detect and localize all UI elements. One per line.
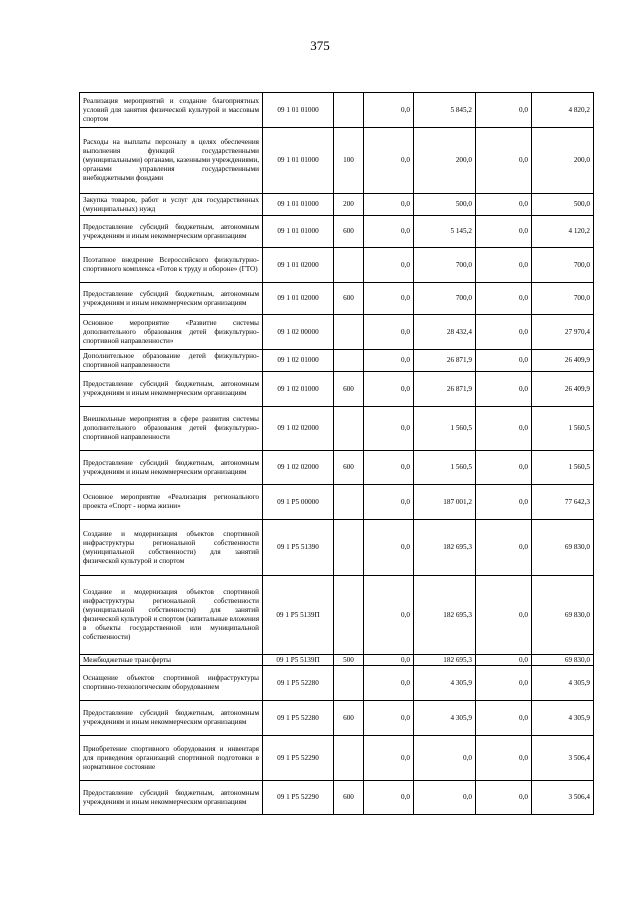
row-expense-type — [334, 576, 364, 655]
row-value-3: 0,0 — [476, 407, 532, 451]
row-code: 09 1 P5 5139П — [263, 576, 334, 655]
table-row — [80, 350, 594, 372]
row-value-2: 1 560,5 — [414, 407, 476, 451]
row-value-4: 1 560,5 — [532, 451, 594, 485]
row-code: 09 1 P5 52290 — [263, 736, 334, 781]
row-value-1: 0,0 — [364, 655, 414, 666]
row-code: 09 1 02 01000 — [263, 372, 334, 407]
row-value-2: 4 305,9 — [414, 666, 476, 701]
row-value-1: 0,0 — [364, 93, 414, 128]
table-row — [80, 520, 594, 576]
row-name: Предоставление субсидий бюджетным, автономным учреждениям и иным некоммерческим организациям — [80, 216, 263, 248]
row-value-3: 0,0 — [476, 736, 532, 781]
row-name: Создание и модернизация объектов спортивной инфраструктуры региональной собственности (муниципальной собственности) для занятий физической культурой и спортом — [80, 520, 263, 576]
row-value-4: 700,0 — [532, 248, 594, 283]
row-name: Внешкольные мероприятия в сфере развития системы дополнительного образования детей физкультурно-спортивной направленности — [80, 407, 263, 451]
row-expense-type — [334, 485, 364, 520]
row-value-2: 1 560,5 — [414, 451, 476, 485]
row-code: 09 1 01 01000 — [263, 128, 334, 194]
row-value-4: 26 409,9 — [532, 350, 594, 372]
row-name: Основное мероприятие «Развитие системы дополнительного образования детей физкультурно-спортивной направленности» — [80, 315, 263, 350]
row-expense-type — [334, 407, 364, 451]
row-value-1: 0,0 — [364, 372, 414, 407]
row-value-1: 0,0 — [364, 736, 414, 781]
row-value-1: 0,0 — [364, 283, 414, 315]
row-value-1: 0,0 — [364, 216, 414, 248]
row-value-1: 0,0 — [364, 194, 414, 216]
row-value-2: 500,0 — [414, 194, 476, 216]
row-code: 09 1 P5 52290 — [263, 781, 334, 815]
row-value-1: 0,0 — [364, 666, 414, 701]
row-name: Предоставление субсидий бюджетным, автономным учреждениям и иным некоммерческим организациям — [80, 451, 263, 485]
row-value-4: 700,0 — [532, 283, 594, 315]
table-row — [80, 372, 594, 407]
row-value-4: 500,0 — [532, 194, 594, 216]
row-code: 09 1 02 01000 — [263, 350, 334, 372]
row-value-3: 0,0 — [476, 701, 532, 736]
table-row — [80, 655, 594, 666]
row-value-4: 69 830,0 — [532, 655, 594, 666]
row-value-3: 0,0 — [476, 315, 532, 350]
row-code: 09 1 P5 51390 — [263, 520, 334, 576]
row-expense-type: 600 — [334, 283, 364, 315]
row-value-1: 0,0 — [364, 576, 414, 655]
row-value-2: 4 305,9 — [414, 701, 476, 736]
row-value-1: 0,0 — [364, 701, 414, 736]
row-code: 09 1 02 02000 — [263, 407, 334, 451]
row-code: 09 1 P5 52280 — [263, 701, 334, 736]
row-value-2: 5 845,2 — [414, 93, 476, 128]
row-value-2: 28 432,4 — [414, 315, 476, 350]
row-name: Предоставление субсидий бюджетным, автономным учреждениям и иным некоммерческим организациям — [80, 781, 263, 815]
row-code: 09 1 P5 00000 — [263, 485, 334, 520]
row-value-3: 0,0 — [476, 194, 532, 216]
row-name: Приобретение спортивного оборудования и инвентаря для приведения организаций спортивной подготовки в нормативное состояние — [80, 736, 263, 781]
row-code: 09 1 P5 52280 — [263, 666, 334, 701]
table-row — [80, 701, 594, 736]
table-row — [80, 216, 594, 248]
row-code: 09 1 01 01000 — [263, 194, 334, 216]
row-expense-type: 200 — [334, 194, 364, 216]
row-value-3: 0,0 — [476, 781, 532, 815]
row-value-2: 5 145,2 — [414, 216, 476, 248]
row-value-1: 0,0 — [364, 407, 414, 451]
row-value-3: 0,0 — [476, 576, 532, 655]
row-value-2: 200,0 — [414, 128, 476, 194]
row-expense-type — [334, 93, 364, 128]
row-value-3: 0,0 — [476, 372, 532, 407]
row-name: Предоставление субсидий бюджетным, автономным учреждениям и иным некоммерческим организациям — [80, 701, 263, 736]
row-value-3: 0,0 — [476, 666, 532, 701]
row-name: Основное мероприятие «Реализация регионального проекта «Спорт - норма жизни» — [80, 485, 263, 520]
row-value-4: 4 305,9 — [532, 701, 594, 736]
row-value-4: 4 305,9 — [532, 666, 594, 701]
table-row — [80, 451, 594, 485]
row-expense-type — [334, 666, 364, 701]
row-value-2: 0,0 — [414, 781, 476, 815]
row-name: Предоставление субсидий бюджетным, автономным учреждениям и иным некоммерческим организациям — [80, 283, 263, 315]
row-value-3: 0,0 — [476, 216, 532, 248]
row-name: Создание и модернизация объектов спортивной инфраструктуры региональной собственности (муниципальной собственности) для занятий физической культурой и спортом (капитальные вложения в объекты государственной или муниципальной собственности) — [80, 576, 263, 655]
row-value-1: 0,0 — [364, 485, 414, 520]
row-value-1: 0,0 — [364, 315, 414, 350]
table-row — [80, 485, 594, 520]
row-code: 09 1 01 02000 — [263, 248, 334, 283]
row-name: Закупка товаров, работ и услуг для государственных (муниципальных) нужд — [80, 194, 263, 216]
row-value-3: 0,0 — [476, 128, 532, 194]
row-expense-type: 600 — [334, 781, 364, 815]
row-expense-type — [334, 520, 364, 576]
table-row — [80, 781, 594, 815]
row-value-2: 182 695,3 — [414, 520, 476, 576]
row-code: 09 1 01 01000 — [263, 216, 334, 248]
row-expense-type: 100 — [334, 128, 364, 194]
table-row — [80, 248, 594, 283]
row-name: Межбюджетные трансферты — [80, 655, 263, 666]
row-value-3: 0,0 — [476, 283, 532, 315]
row-value-4: 69 830,0 — [532, 520, 594, 576]
row-value-1: 0,0 — [364, 128, 414, 194]
row-value-3: 0,0 — [476, 485, 532, 520]
table-row — [80, 128, 594, 194]
row-code: 09 1 02 00000 — [263, 315, 334, 350]
row-value-1: 0,0 — [364, 248, 414, 283]
row-value-2: 187 001,2 — [414, 485, 476, 520]
table-row — [80, 666, 594, 701]
table-row — [80, 576, 594, 655]
row-name: Предоставление субсидий бюджетным, автономным учреждениям и иным некоммерческим организациям — [80, 372, 263, 407]
row-value-4: 27 970,4 — [532, 315, 594, 350]
row-code: 09 1 01 02000 — [263, 283, 334, 315]
row-expense-type: 600 — [334, 216, 364, 248]
row-expense-type — [334, 315, 364, 350]
row-value-3: 0,0 — [476, 655, 532, 666]
row-name: Дополнительное образование детей физкультурно-спортивной направленности — [80, 350, 263, 372]
table-row — [80, 194, 594, 216]
row-value-2: 26 871,9 — [414, 372, 476, 407]
row-value-2: 182 695,3 — [414, 576, 476, 655]
row-value-3: 0,0 — [476, 350, 532, 372]
row-name: Оснащение объектов спортивной инфраструктуры спортивно-технологическим оборудованием — [80, 666, 263, 701]
row-value-3: 0,0 — [476, 451, 532, 485]
row-expense-type — [334, 248, 364, 283]
row-expense-type: 600 — [334, 372, 364, 407]
budget-table — [79, 92, 594, 815]
row-code: 09 1 P5 5139П — [263, 655, 334, 666]
row-value-4: 26 409,9 — [532, 372, 594, 407]
table-row — [80, 93, 594, 128]
row-value-1: 0,0 — [364, 451, 414, 485]
row-value-2: 700,0 — [414, 248, 476, 283]
row-value-1: 0,0 — [364, 350, 414, 372]
row-value-2: 182 695,3 — [414, 655, 476, 666]
row-value-4: 1 560,5 — [532, 407, 594, 451]
row-value-3: 0,0 — [476, 93, 532, 128]
row-expense-type: 600 — [334, 451, 364, 485]
row-code: 09 1 02 02000 — [263, 451, 334, 485]
row-value-3: 0,0 — [476, 248, 532, 283]
table-row — [80, 283, 594, 315]
row-name: Расходы на выплаты персоналу в целях обеспечения выполнения функций государственными (муниципальными) органами, казенными учреждениями, органами управления государственными внебюджетными фондами — [80, 128, 263, 194]
row-value-3: 0,0 — [476, 520, 532, 576]
row-value-4: 3 506,4 — [532, 781, 594, 815]
row-value-1: 0,0 — [364, 520, 414, 576]
row-expense-type: 600 — [334, 701, 364, 736]
row-value-4: 69 830,0 — [532, 576, 594, 655]
table-row — [80, 407, 594, 451]
row-value-1: 0,0 — [364, 781, 414, 815]
row-name: Реализация мероприятий и создание благоприятных условий для занятия физической культурой и массовым спортом — [80, 93, 263, 128]
row-value-2: 0,0 — [414, 736, 476, 781]
table-row — [80, 315, 594, 350]
row-value-2: 700,0 — [414, 283, 476, 315]
page-number: 375 — [310, 38, 330, 53]
row-code: 09 1 01 01000 — [263, 93, 334, 128]
row-value-4: 4 820,2 — [532, 93, 594, 128]
row-expense-type — [334, 736, 364, 781]
row-value-4: 77 642,3 — [532, 485, 594, 520]
row-value-4: 3 506,4 — [532, 736, 594, 781]
row-value-2: 26 871,9 — [414, 350, 476, 372]
row-name: Поэтапное внедрение Всероссийского физкультурно-спортивного комплекса «Готов к труду и обороне» (ГТО) — [80, 248, 263, 283]
table-row — [80, 736, 594, 781]
row-expense-type: 500 — [334, 655, 364, 666]
row-value-4: 4 120,2 — [532, 216, 594, 248]
row-value-4: 200,0 — [532, 128, 594, 194]
row-expense-type — [334, 350, 364, 372]
